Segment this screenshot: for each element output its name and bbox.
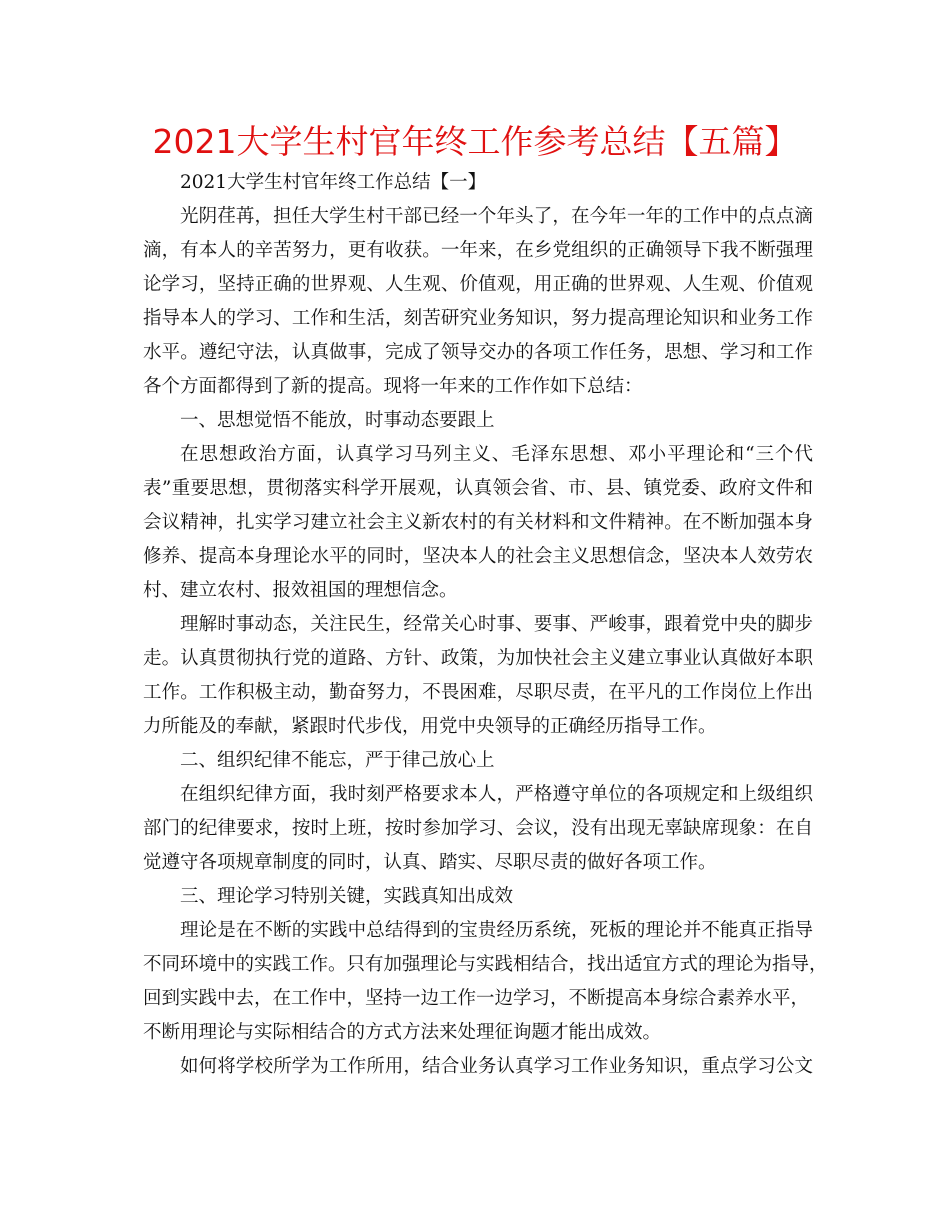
text-line: 二、组织纪律不能忘，严于律己放心上 <box>180 750 495 771</box>
text-line: 理解时事动态，关注民生，经常关心时事、要事、严峻事，跟着党中央的脚步 <box>180 614 813 635</box>
text-line: 不断用理论与实际相结合的方式方法来处理征询题才能出成效。 <box>143 1022 662 1043</box>
text-line: 回到实践中去，在工作中，坚持一边工作一边学习，不断提高本身综合素养水平， <box>143 988 810 1009</box>
text-line: 部门的纪律要求，按时上班，按时参加学习、会议，没有出现无辜缺席现象：在自 <box>143 818 813 839</box>
text-line: 不同环境中的实践工作。只有加强理论与实践相结合，找出适宜方式的理论为指导， <box>143 954 828 975</box>
text-line: 三、理论学习特别关键，实践真知出成效 <box>180 886 514 907</box>
document-title: 2021大学生村官年终工作参考总结【五篇】 <box>152 122 798 161</box>
text-line: 在思想政治方面，认真学习马列主义、毛泽东思想、邓小平理论和“三个代 <box>180 444 813 465</box>
text-line: 滴，有本人的辛苦努力，更有收获。一年来，在乡党组织的正确领导下我不断强理 <box>143 240 813 261</box>
text-line: 指导本人的学习、工作和生活，刻苦研究业务知识，努力提高理论知识和业务工作 <box>143 308 813 329</box>
text-line: 在组织纪律方面，我时刻严格要求本人，严格遵守单位的各项规定和上级组织 <box>180 784 813 805</box>
text-line: 光阴荏苒，担任大学生村干部已经一个年头了，在今年一年的工作中的点点滴 <box>180 206 813 227</box>
text-line: 论学习，坚持正确的世界观、人生观、价值观，用正确的世界观、人生观、价值观 <box>143 274 813 295</box>
text-line: 修养、提高本身理论水平的同时，坚决本人的社会主义思想信念，坚决本人效劳农 <box>143 546 813 567</box>
text-line: 理论是在不断的实践中总结得到的宝贵经历系统，死板的理论并不能真正指导 <box>180 920 813 941</box>
text-line: 走。认真贯彻执行党的道路、方针、政策，为加快社会主义建立事业认真做好本职 <box>143 648 813 669</box>
text-line: 各个方面都得到了新的提高。现将一年来的工作作如下总结： <box>143 376 643 397</box>
text-line: 会议精神，扎实学习建立社会主义新农村的有关材料和文件精神。在不断加强本身 <box>143 512 813 533</box>
text-line: 一、思想觉悟不能放，时事动态要跟上 <box>180 410 495 431</box>
text-line: 水平。遵纪守法，认真做事，完成了领导交办的各项工作任务，思想、学习和工作 <box>143 342 813 363</box>
text-line: 表”重要思想，贯彻落实科学开展观，认真领会省、市、县、镇党委、政府文件和 <box>143 478 813 499</box>
text-line: 工作。工作积极主动，勤奋努力，不畏困难，尽职尽责，在平凡的工作岗位上作出 <box>143 682 813 703</box>
text-line: 2021大学生村官年终工作总结【一】 <box>180 172 487 193</box>
text-line: 觉遵守各项规章制度的同时，认真、踏实、尽职尽责的做好各项工作。 <box>143 852 717 873</box>
text-line: 力所能及的奉献，紧跟时代步伐，用党中央领导的正确经历指导工作。 <box>143 716 717 737</box>
text-line: 村、建立农村、报效祖国的理想信念。 <box>143 580 458 601</box>
text-line: 如何将学校所学为工作所用，结合业务认真学习工作业务知识，重点学习公文 <box>180 1056 813 1077</box>
document-body <box>143 166 828 1084</box>
